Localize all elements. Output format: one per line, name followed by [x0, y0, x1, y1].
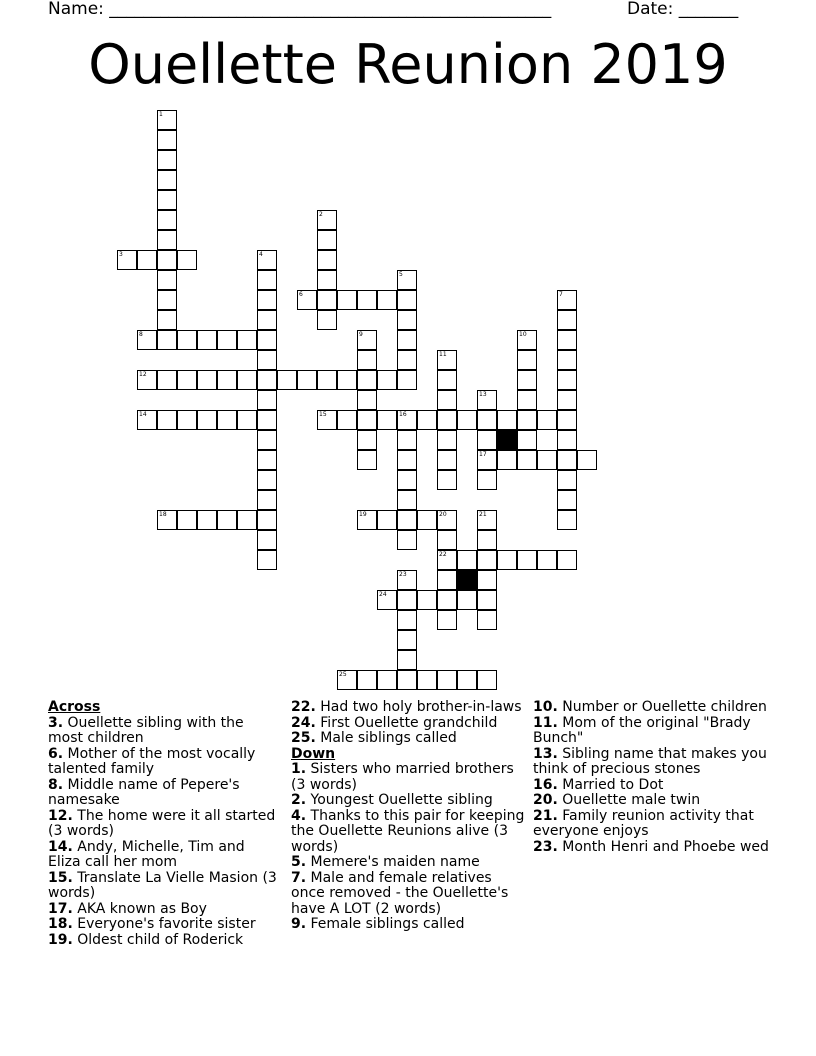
- grid-cell[interactable]: [257, 410, 277, 430]
- grid-cell[interactable]: [117, 250, 137, 270]
- grid-cell[interactable]: [237, 410, 257, 430]
- grid-cell[interactable]: [157, 370, 177, 390]
- cell-number: 18: [159, 511, 167, 518]
- grid-cell[interactable]: [257, 350, 277, 370]
- grid-cell[interactable]: [297, 370, 317, 390]
- grid-cell[interactable]: [157, 410, 177, 430]
- grid-cell[interactable]: [257, 490, 277, 510]
- grid-cell[interactable]: [157, 230, 177, 250]
- grid-cell[interactable]: [437, 370, 457, 390]
- clue-down-16: 16. Married to Dot: [533, 776, 664, 793]
- grid-cell[interactable]: [537, 450, 557, 470]
- grid-cell[interactable]: [217, 410, 237, 430]
- grid-cell[interactable]: [177, 410, 197, 430]
- clues-column-1: [48, 700, 278, 948]
- clue-down-11: 11. Mom of the original "Brady Bunch": [533, 714, 751, 746]
- clue-across-6: 6. Mother of the most vocally talented family: [48, 745, 256, 777]
- grid-cell[interactable]: [397, 650, 417, 670]
- grid-cell[interactable]: [257, 450, 277, 470]
- grid-block: [497, 430, 517, 450]
- grid-cell[interactable]: [257, 550, 277, 570]
- cell-number: 25: [339, 671, 347, 678]
- grid-cell[interactable]: [517, 390, 537, 410]
- clues-column-2: [291, 700, 527, 933]
- grid-cell[interactable]: [197, 410, 217, 430]
- grid-cell[interactable]: [397, 670, 417, 690]
- grid-cell[interactable]: [437, 550, 457, 570]
- grid-cell[interactable]: [257, 390, 277, 410]
- cell-number: 8: [139, 331, 143, 338]
- grid-cell[interactable]: [177, 370, 197, 390]
- grid-cell[interactable]: [397, 310, 417, 330]
- grid-cell[interactable]: [157, 310, 177, 330]
- clue-down-10: 10. Number or Ouellette children: [533, 699, 767, 715]
- grid-cell[interactable]: [497, 410, 517, 430]
- grid-cell[interactable]: [317, 370, 337, 390]
- grid-cell[interactable]: [557, 430, 577, 450]
- grid-cell[interactable]: [477, 550, 497, 570]
- grid-cell[interactable]: [437, 670, 457, 690]
- cell-number: 23: [399, 571, 407, 578]
- clue-across-3: 3. Ouellette sibling with the most children: [48, 714, 244, 746]
- grid-cell[interactable]: [357, 390, 377, 410]
- grid-cell[interactable]: [557, 370, 577, 390]
- cell-number: 15: [319, 411, 327, 418]
- grid-cell[interactable]: [517, 330, 537, 350]
- grid-cell[interactable]: [537, 410, 557, 430]
- grid-cell[interactable]: [257, 250, 277, 270]
- grid-cell[interactable]: [177, 510, 197, 530]
- grid-cell[interactable]: [257, 510, 277, 530]
- grid-cell[interactable]: [377, 670, 397, 690]
- cell-number: 11: [439, 351, 447, 358]
- grid-cell[interactable]: [317, 310, 337, 330]
- grid-cell[interactable]: [437, 470, 457, 490]
- grid-cell[interactable]: [317, 250, 337, 270]
- grid-cell[interactable]: [437, 430, 457, 450]
- grid-cell[interactable]: [257, 270, 277, 290]
- clue-down-7: 7. Male and female relatives once removed - the Ouellette's have A LOT (2 words): [291, 869, 509, 917]
- grid-cell[interactable]: [157, 290, 177, 310]
- grid-cell[interactable]: [137, 330, 157, 350]
- grid-cell[interactable]: [157, 210, 177, 230]
- grid-cell[interactable]: [357, 330, 377, 350]
- clue-down-4: 4. Thanks to this pair for keeping the Ouellette Reunions alive (3 words): [291, 807, 525, 855]
- cell-number: 20: [439, 511, 447, 518]
- clue-across-25: 25. Male siblings called: [291, 730, 457, 746]
- grid-cell[interactable]: [557, 490, 577, 510]
- grid-cell[interactable]: [497, 550, 517, 570]
- grid-cell[interactable]: [357, 410, 377, 430]
- clue-down-13: 13. Sibling name that makes you think of precious stones: [533, 745, 767, 777]
- cell-number: 3: [119, 251, 123, 258]
- grid-cell[interactable]: [157, 170, 177, 190]
- cell-number: 24: [379, 591, 387, 598]
- grid-cell[interactable]: [237, 510, 257, 530]
- grid-cell[interactable]: [557, 290, 577, 310]
- grid-cell[interactable]: [357, 290, 377, 310]
- grid-cell[interactable]: [437, 590, 457, 610]
- grid-cell[interactable]: [257, 310, 277, 330]
- date-field-line: Date: _______: [627, 0, 739, 19]
- grid-cell[interactable]: [397, 570, 417, 590]
- grid-cell[interactable]: [397, 530, 417, 550]
- grid-cell[interactable]: [417, 670, 437, 690]
- cell-number: 13: [479, 391, 487, 398]
- grid-cell[interactable]: [197, 370, 217, 390]
- grid-cell[interactable]: [157, 190, 177, 210]
- grid-cell[interactable]: [457, 410, 477, 430]
- grid-cell[interactable]: [297, 290, 317, 310]
- grid-cell[interactable]: [557, 410, 577, 430]
- grid-cell[interactable]: [477, 450, 497, 470]
- grid-cell[interactable]: [257, 290, 277, 310]
- grid-cell[interactable]: [377, 590, 397, 610]
- grid-cell[interactable]: [557, 550, 577, 570]
- grid-cell[interactable]: [357, 350, 377, 370]
- grid-cell[interactable]: [477, 570, 497, 590]
- grid-cell[interactable]: [377, 510, 397, 530]
- grid-cell[interactable]: [397, 490, 417, 510]
- grid-cell[interactable]: [377, 410, 397, 430]
- cell-number: 1: [159, 111, 163, 118]
- down-heading: Down: [291, 745, 336, 762]
- grid-cell[interactable]: [197, 510, 217, 530]
- cell-number: 21: [479, 511, 487, 518]
- grid-cell[interactable]: [317, 230, 337, 250]
- across-heading: Across: [48, 699, 101, 715]
- clue-across-14: 14. Andy, Michelle, Tim and Eliza call her mom: [48, 838, 245, 870]
- grid-cell[interactable]: [577, 450, 597, 470]
- grid-cell[interactable]: [437, 610, 457, 630]
- grid-cell[interactable]: [357, 430, 377, 450]
- grid-cell[interactable]: [217, 510, 237, 530]
- grid-cell[interactable]: [157, 150, 177, 170]
- grid-cell[interactable]: [137, 250, 157, 270]
- grid-cell[interactable]: [397, 290, 417, 310]
- grid-cell[interactable]: [257, 430, 277, 450]
- grid-cell[interactable]: [337, 290, 357, 310]
- cell-number: 10: [519, 331, 527, 338]
- grid-cell[interactable]: [437, 450, 457, 470]
- grid-cell[interactable]: [237, 330, 257, 350]
- grid-cell[interactable]: [277, 370, 297, 390]
- clues-column-3: [533, 700, 769, 855]
- grid-cell[interactable]: [157, 510, 177, 530]
- grid-cell[interactable]: [337, 670, 357, 690]
- grid-cell[interactable]: [477, 610, 497, 630]
- cell-number: 14: [139, 411, 147, 418]
- grid-cell[interactable]: [397, 270, 417, 290]
- grid-cell[interactable]: [557, 350, 577, 370]
- cell-number: 6: [299, 291, 303, 298]
- grid-cell[interactable]: [457, 670, 477, 690]
- clue-down-23: 23. Month Henri and Phoebe wed: [533, 838, 769, 855]
- grid-cell[interactable]: [437, 410, 457, 430]
- grid-cell[interactable]: [317, 210, 337, 230]
- grid-cell[interactable]: [397, 450, 417, 470]
- grid-cell[interactable]: [397, 330, 417, 350]
- name-field-line: Name: ____________________________________________________: [48, 0, 552, 19]
- grid-cell[interactable]: [317, 270, 337, 290]
- grid-cell[interactable]: [257, 330, 277, 350]
- grid-cell[interactable]: [517, 350, 537, 370]
- grid-cell[interactable]: [397, 350, 417, 370]
- grid-cell[interactable]: [517, 370, 537, 390]
- grid-cell[interactable]: [557, 390, 577, 410]
- clue-across-18: 18. Everyone's favorite sister: [48, 916, 256, 932]
- grid-cell[interactable]: [157, 250, 177, 270]
- grid-cell[interactable]: [317, 410, 337, 430]
- grid-cell[interactable]: [557, 450, 577, 470]
- grid-cell[interactable]: [477, 410, 497, 430]
- grid-cell[interactable]: [317, 290, 337, 310]
- clue-across-8: 8. Middle name of Pepere's namesake: [48, 776, 240, 808]
- grid-cell[interactable]: [437, 350, 457, 370]
- clue-across-15: 15. Translate La Vielle Masion (3 words): [48, 869, 277, 901]
- clue-down-20: 20. Ouellette male twin: [533, 792, 701, 808]
- grid-cell[interactable]: [157, 270, 177, 290]
- grid-cell[interactable]: [437, 530, 457, 550]
- grid-cell[interactable]: [477, 390, 497, 410]
- grid-cell[interactable]: [437, 390, 457, 410]
- cell-number: 7: [559, 291, 563, 298]
- grid-cell[interactable]: [137, 410, 157, 430]
- cell-number: 2: [319, 211, 323, 218]
- grid-cell[interactable]: [457, 550, 477, 570]
- grid-cell[interactable]: [477, 670, 497, 690]
- grid-cell[interactable]: [417, 590, 437, 610]
- grid-cell[interactable]: [397, 630, 417, 650]
- grid-cell[interactable]: [477, 470, 497, 490]
- grid-cell[interactable]: [357, 510, 377, 530]
- grid-cell[interactable]: [237, 370, 257, 390]
- grid-cell[interactable]: [397, 370, 417, 390]
- grid-cell[interactable]: [397, 410, 417, 430]
- clue-down-1: 1. Sisters who married brothers (3 words): [291, 761, 514, 793]
- grid-cell[interactable]: [397, 470, 417, 490]
- clue-across-22: 22. Had two holy brother-in-laws: [291, 699, 522, 715]
- grid-cell[interactable]: [217, 370, 237, 390]
- grid-cell[interactable]: [457, 590, 477, 610]
- clue-down-9: 9. Female siblings called: [291, 916, 465, 932]
- grid-cell[interactable]: [357, 370, 377, 390]
- grid-cell[interactable]: [397, 430, 417, 450]
- grid-cell[interactable]: [397, 590, 417, 610]
- grid-cell[interactable]: [477, 430, 497, 450]
- cell-number: 4: [259, 251, 263, 258]
- grid-cell[interactable]: [537, 550, 557, 570]
- grid-cell[interactable]: [357, 450, 377, 470]
- page-title: Ouellette Reunion 2019: [88, 33, 728, 96]
- grid-cell[interactable]: [557, 470, 577, 490]
- grid-cell[interactable]: [197, 330, 217, 350]
- grid-cell[interactable]: [477, 510, 497, 530]
- grid-cell[interactable]: [257, 530, 277, 550]
- cell-number: 12: [139, 371, 147, 378]
- grid-cell[interactable]: [157, 330, 177, 350]
- grid-cell[interactable]: [477, 530, 497, 550]
- grid-cell[interactable]: [517, 410, 537, 430]
- grid-cell[interactable]: [557, 330, 577, 350]
- clue-down-5: 5. Memere's maiden name: [291, 854, 480, 870]
- clue-down-2: 2. Youngest Ouellette sibling: [291, 792, 493, 808]
- clue-across-19: 19. Oldest child of Roderick: [48, 931, 244, 948]
- cell-number: 22: [439, 551, 447, 558]
- grid-cell[interactable]: [157, 110, 177, 130]
- grid-cell[interactable]: [137, 370, 157, 390]
- cell-number: 9: [359, 331, 363, 338]
- clue-across-12: 12. The home were it all started (3 words): [48, 807, 276, 839]
- grid-cell[interactable]: [377, 370, 397, 390]
- grid-cell[interactable]: [217, 330, 237, 350]
- grid-cell[interactable]: [177, 250, 197, 270]
- grid-cell[interactable]: [517, 550, 537, 570]
- grid-cell[interactable]: [257, 370, 277, 390]
- grid-cell[interactable]: [337, 410, 357, 430]
- grid-cell[interactable]: [357, 670, 377, 690]
- grid-cell[interactable]: [437, 510, 457, 530]
- grid-cell[interactable]: [337, 370, 357, 390]
- clue-across-24: 24. First Ouellette grandchild: [291, 714, 498, 731]
- grid-cell[interactable]: [497, 450, 517, 470]
- grid-cell[interactable]: [397, 610, 417, 630]
- grid-cell[interactable]: [557, 510, 577, 530]
- grid-cell[interactable]: [437, 570, 457, 590]
- grid-cell[interactable]: [517, 450, 537, 470]
- clue-down-21: 21. Family reunion activity that everyone enjoys: [533, 807, 754, 839]
- cell-number: 5: [399, 271, 403, 278]
- grid-cell[interactable]: [177, 330, 197, 350]
- grid-cell[interactable]: [397, 510, 417, 530]
- grid-cell[interactable]: [377, 290, 397, 310]
- grid-cell[interactable]: [417, 510, 437, 530]
- grid-cell[interactable]: [157, 130, 177, 150]
- grid-cell[interactable]: [517, 430, 537, 450]
- grid-cell[interactable]: [557, 310, 577, 330]
- cell-number: 17: [479, 451, 487, 458]
- grid-block: [457, 570, 477, 590]
- grid-cell[interactable]: [477, 590, 497, 610]
- clue-across-17: 17. AKA known as Boy: [48, 900, 207, 917]
- cell-number: 19: [359, 511, 367, 518]
- cell-number: 16: [399, 411, 407, 418]
- grid-cell[interactable]: [417, 410, 437, 430]
- grid-cell[interactable]: [257, 470, 277, 490]
